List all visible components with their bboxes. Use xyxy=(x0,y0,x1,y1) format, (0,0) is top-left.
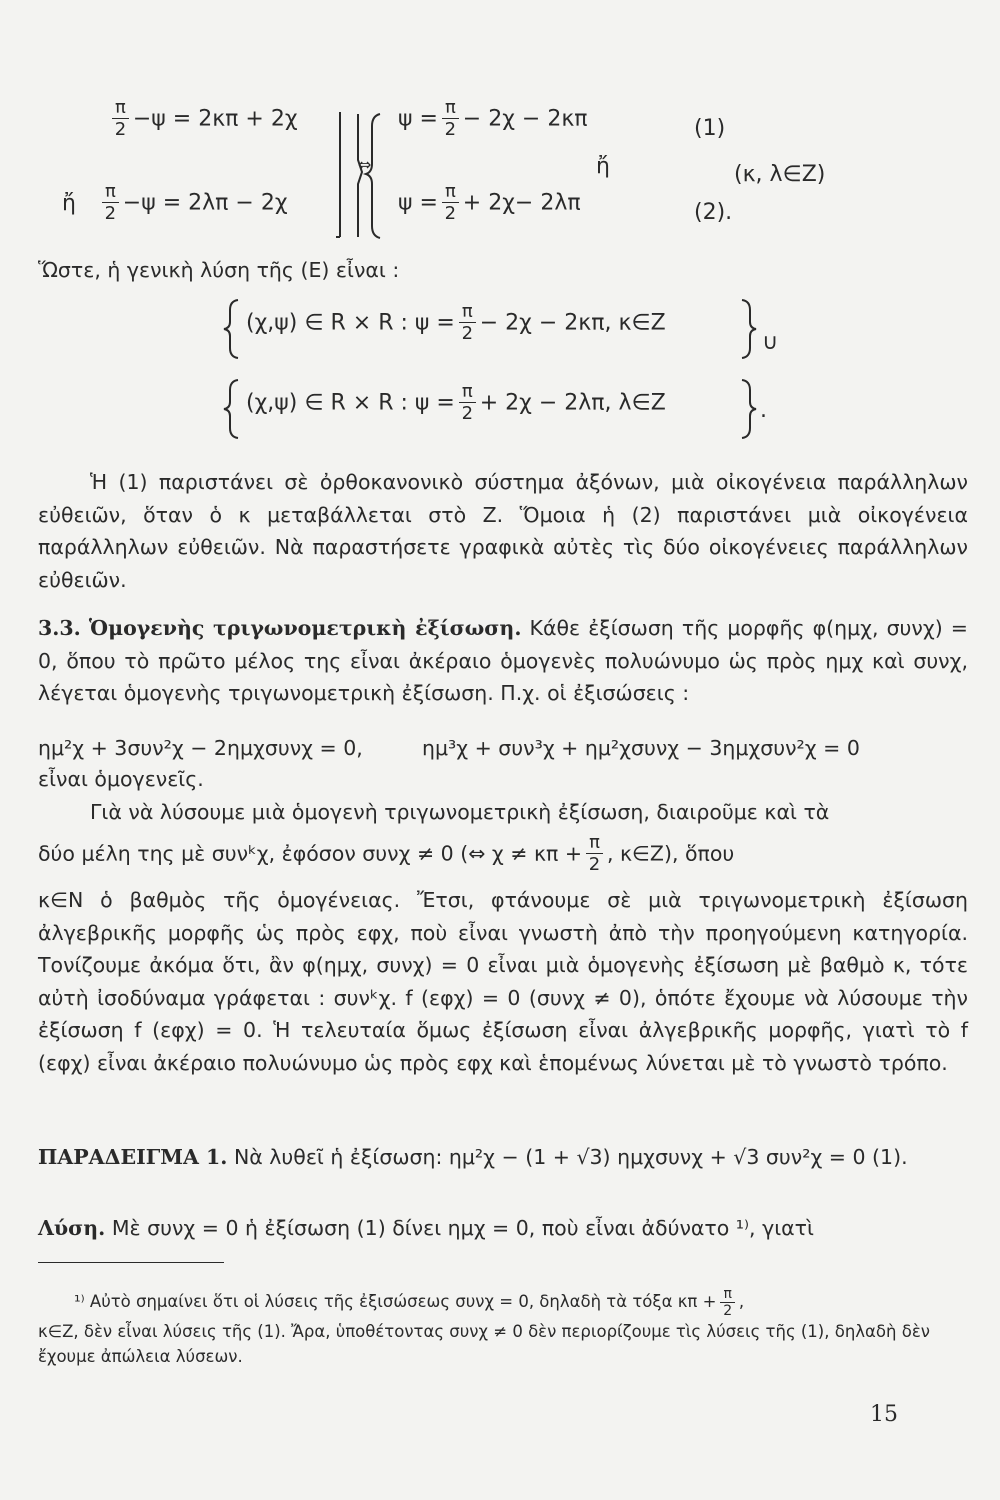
set2-expression: (χ,ψ) ∈ R × R : ψ = $\frac{\pi}{2}$ + 2χ − 2λπ, λ∈Z xyxy=(246,381,666,424)
general-solution-intro: Ὥστε, ἡ γενικὴ λύση τῆς (Ε) εἶναι : xyxy=(38,258,400,282)
eq-or: ἤ xyxy=(596,154,610,179)
set2-period: . xyxy=(760,398,767,423)
eq-right-2: ψ = $\frac{\pi}{2}$ + 2χ− 2λπ xyxy=(398,181,581,224)
eq-right-1: ψ = $\frac{\pi}{2}$ − 2χ − 2κπ xyxy=(398,97,588,140)
paragraph-families xyxy=(38,466,968,596)
eq-left-2: ἤ $\frac{\pi}{2}$ −ψ = 2λπ − 2χ xyxy=(62,181,288,224)
example-eq-2: ημ³χ + συν³χ + ημ²χσυνχ − 3ημχσυν²χ = 0 xyxy=(422,736,860,760)
example-eq-1: ημ²χ + 3συν²χ − 2ημχσυνχ = 0, xyxy=(38,736,363,760)
system-brackets xyxy=(336,112,386,242)
examples-tail: εἶναι ὁμογενεῖς. xyxy=(38,767,204,791)
paragraph-method-text: κ∈N ὁ βαθμὸς τῆς ὁμογένειας. Ἔτσι, φτάνουμε σὲ μιὰ τριγωνομετρικὴ ἐξίσωση ἀλγεβρικῆς μορφῆς ὡς πρὸς εφχ, ποὺ εἶναι γνωστὴ ἀπὸ τὴν προηγούμενη κατηγορία. Τονίζουμε ἀκόμα ὅτι, ἂν φ(ημχ, συνχ) = 0 εἶναι μιὰ ὁμογενὴς ἐξίσωση μὲ βαθμὸ κ, τότε αὐτὴ ἰσοδύναμα γράφεται : συνᵏχ. f (εφχ) = 0 (συνχ ≠ 0), ὁπότε ἔχουμε νὰ λύσουμε τὴν ἐξίσωση f (εφχ) = 0. Ἡ τελευταία ὅμως ἐξίσωση εἶναι ἀλγεβρικῆς μορφῆς, γιατὶ τὸ f (εφχ) εἶναι ἀκέραιο πολυώνυμο ὡς πρὸς εφχ καὶ ἑπομένως λύνεται μὲ τὸ γνωστὸ τρόπο. xyxy=(38,888,968,1075)
footnote xyxy=(38,1286,968,1369)
footnote-line1: ¹⁾ Αὐτὸ σημαίνει ὅτι οἱ λύσεις τῆς ἐξισώσεως συνχ = 0, δηλαδὴ τὰ τόξα κπ + $\frac{\pi}{2}$ , xyxy=(74,1286,745,1319)
set2-left-brace xyxy=(222,378,242,440)
page-number: 15 xyxy=(870,1402,898,1427)
eq-left-1: $\frac{\pi}{2}$ −ψ = 2κπ + 2χ xyxy=(108,98,298,141)
solution xyxy=(38,1212,968,1245)
set1-left-brace xyxy=(222,298,242,360)
eq-condition: (κ, λ∈Z) xyxy=(734,162,826,187)
section-3-3 xyxy=(38,612,968,710)
example-1 xyxy=(38,1141,968,1174)
paragraph-families-text: Ἡ (1) παριστάνει σὲ ὀρθοκανονικὸ σύστημα ἀξόνων, μιὰ οἰκογένεια παράλληλων εὐθειῶν, ὅταν ὁ κ μεταβάλλεται στὸ Z. Ὅμοια ἡ (2) παριστάνει μιὰ οἰκογένεια παράλληλων εὐθειῶν. Νὰ παραστήσετε γραφικὰ αὐτὲς τὶς δύο οἰκογένειες παράλληλων εὐθειῶν. xyxy=(38,470,968,592)
paragraph-method xyxy=(38,884,968,1079)
footnote-separator xyxy=(38,1262,224,1263)
solution-label: Λύση. xyxy=(38,1216,106,1240)
set1-right-brace xyxy=(738,298,758,360)
union-symbol: ∪ xyxy=(762,330,779,355)
paragraph-method-line1: Γιὰ νὰ λύσουμε μιὰ ὁμογενὴ τριγωνομετρικὴ ἐξίσωση, διαιροῦμε καὶ τὰ xyxy=(90,800,830,824)
example-1-text: Νὰ λυθεῖ ἡ ἐξίσωση: ημ²χ − (1 + √3) ημχσυνχ + √3 συν²χ = 0 (1). xyxy=(233,1145,908,1169)
equivalence-arrow: ⇔ xyxy=(358,155,372,174)
eq-tag-1: (1) xyxy=(694,116,726,141)
example-1-label: ΠΑΡΑΔΕΙΓΜΑ 1. xyxy=(38,1145,228,1169)
set2-right-brace xyxy=(738,378,758,440)
set1-expression: (χ,ψ) ∈ R × R : ψ = $\frac{\pi}{2}$ − 2χ − 2κπ, κ∈Z xyxy=(246,301,666,344)
solution-text: Μὲ συνχ = 0 ἡ ἐξίσωση (1) δίνει ημχ = 0, ποὺ εἶναι ἀδύνατο ¹⁾, γιατὶ xyxy=(111,1216,814,1240)
paragraph-method-line2: δύο μέλη της μὲ συνᵏχ, ἐφόσον συνχ ≠ 0 (⇔ χ ≠ κπ + $\frac{\pi}{2}$ , κ∈Z), ὅπου xyxy=(38,832,735,875)
section-title: Ὁμογενὴς τριγωνομετρικὴ ἐξίσωση. xyxy=(88,616,522,640)
footnote-line2: κ∈Z, δὲν εἶναι λύσεις τῆς (1). Ἄρα, ὑποθέτοντας συνχ ≠ 0 δὲν περιορίζουμε τὶς λύσεις τῆς (1), δηλαδὴ δὲν ἔχουμε ἀπώλεια λύσεων. xyxy=(38,1322,930,1366)
section-number: 3.3. xyxy=(38,616,81,640)
section-text: Κάθε ἐξίσωση τῆς μορφῆς φ(ημχ, συνχ) = 0, ὅπου τὸ πρῶτο μέλος της εἶναι ἀκέραιο ὁμογενὲς πολυώνυμο ὡς πρὸς ημχ καὶ συνχ, λέγεται ὁμογενὴς τριγωνομετρικὴ ἐξίσωση. Π.χ. οἱ ἐξισώσεις : xyxy=(38,616,968,705)
eq-tag-2: (2). xyxy=(694,200,733,225)
